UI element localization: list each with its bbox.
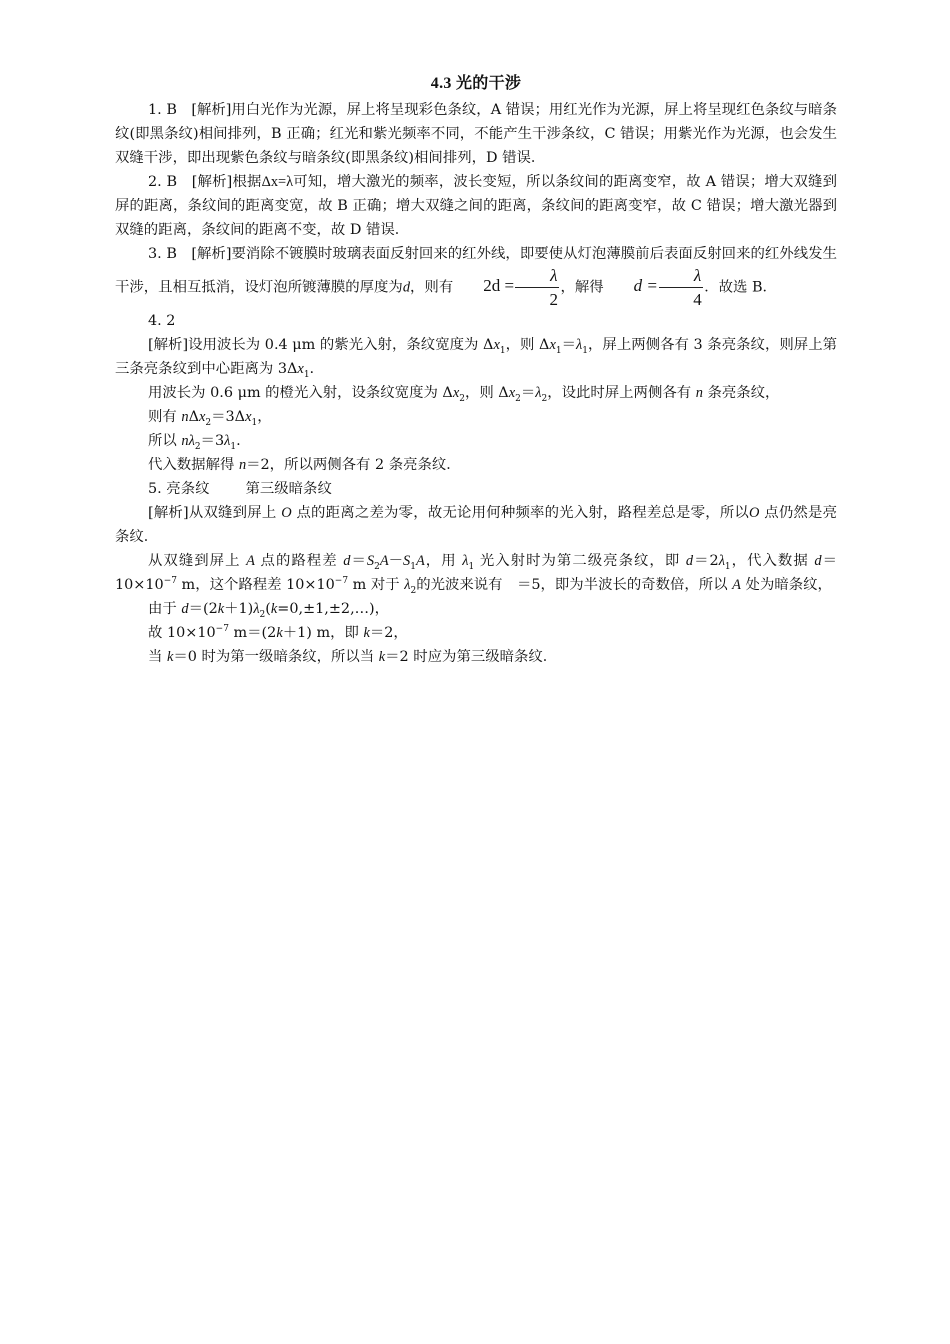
answer-1-number: 1. B [148,102,177,118]
answer-5-analysis-1: [解析]从双缝到屏上 O 点的距离之差为零，故无论用何种频率的光入射，路程差总是零，所以O 点仍然是亮条纹． [115,505,838,545]
answer-5-analysis-3: 由于 $d=(2k+1)\lambda_2(k=0,\pm 1,\pm 2,\dots)$， [148,601,390,620]
answer-4-analysis-1: [解析]设用波长为 0.4 μm 的紫光入射，条纹宽度为 $\Delta x_1$，则 $\Delta x_1=\lambda_1$，屏上两侧各有 3 条亮条纹，则屏上第三条亮条纹到中心距离为 $3\Delta x_1$. [115,337,837,380]
answer-3: 3. B [解析]要消除不镀膜时玻璃表面反射回来的红外线，即要使从灯泡薄膜前后表面反射回来的红外线发生干涉，且相互抵消，设灯泡所镀薄膜的厚度为d，则有 2d = $\frac{\lambda}{2}$ ，解得 d = $\frac{\lambda}{4}$ ．故选 B． [115,246,837,309]
analysis-tag: [解析] [191,174,233,190]
answer-5: 5. 亮条纹 第三级暗条纹 [148,481,332,497]
answer-2-number: 2. B [148,174,178,190]
analysis-tag: [解析] [191,246,232,262]
answer-5-analysis-5: 当 k＝0 时为第一级暗条纹，所以当 k＝2 时应为第三级暗条纹． [148,649,558,665]
answer-4-analysis-3: 则有 $n\Delta x_2=3\Delta x_1$， [148,409,272,428]
answer-4-analysis-4: 所以 $n\lambda_2=3\lambda_1$. [148,433,241,452]
fraction: $\frac{\lambda}{4}$ [659,266,703,309]
analysis-tag: [解析] [191,102,232,118]
answer-4: 4. 2 [148,313,176,329]
answer-4-analysis-5: 代入数据解得 n＝2，所以两侧各有 2 条亮条纹． [148,457,461,473]
answer-3-number: 3. B [148,246,177,262]
equation-solution: d = $\frac{\lambda}{4}$ [633,266,702,309]
answer-5-analysis-4: 故 $10\times 10^{-7}$ m＝(2k＋1) m，即 k＝2， [148,624,408,641]
answer-2: 2. B [解析]根据Δx=λ可知，增大激光的频率，波长变短，所以条纹间的距离变窄，故 A 错误；增大双缝到屏的距离，条纹间的距离变宽，故 B 正确；增大双缝之间的距离，条纹间的距离变窄，故 C 错误；增大激光器到双缝的距离，条纹间的距离不变，故 D 错误． [115,174,837,238]
answer-1: 1. B [解析]用白光作为光源，屏上将呈现彩色条纹，A 错误；用红光作为光源，屏上将呈现红色条纹与暗条纹(即黑条纹)相间排列，B 正确；红光和紫光频率不同，不能产生干涉条纹，C 错误；用紫光作为光源，也会发生双缝干涉，即出现紫色条纹与暗条纹(即黑条纹)相间排列，D 错误． [115,102,837,166]
answer-5-analysis-2: 从双缝到屏上 A 点的路程差 $d=S_2A-S_1A$，用 $\lambda_1$ 光入射时为第二级亮条纹，即 $d=2\lambda_1$，代入数据 $d=10\times 10^{-7}$ m，这个路程差 $10\times 10^{-7}$ m 对于 $\lambda_2$的光波来说有 ＝5，即为半波长的奇数倍，所以 A 处为暗条纹， [115,553,838,596]
equation-film-thickness: 2d = $\frac{\lambda}{2}$ [483,266,558,309]
formula-fringe-spacing: Δx=λ [261,174,294,190]
page-title: 4.3 光的干涉 [430,75,522,92]
fraction: $\frac{\lambda}{2}$ [515,266,559,309]
answer-4-analysis-2: 用波长为 0.6 μm 的橙光入射，设条纹宽度为 $\Delta x_2$，则 $\Delta x_2=\lambda_2$，设此时屏上两侧各有 n 条亮条纹， [148,385,780,404]
document-page [115,70,837,669]
